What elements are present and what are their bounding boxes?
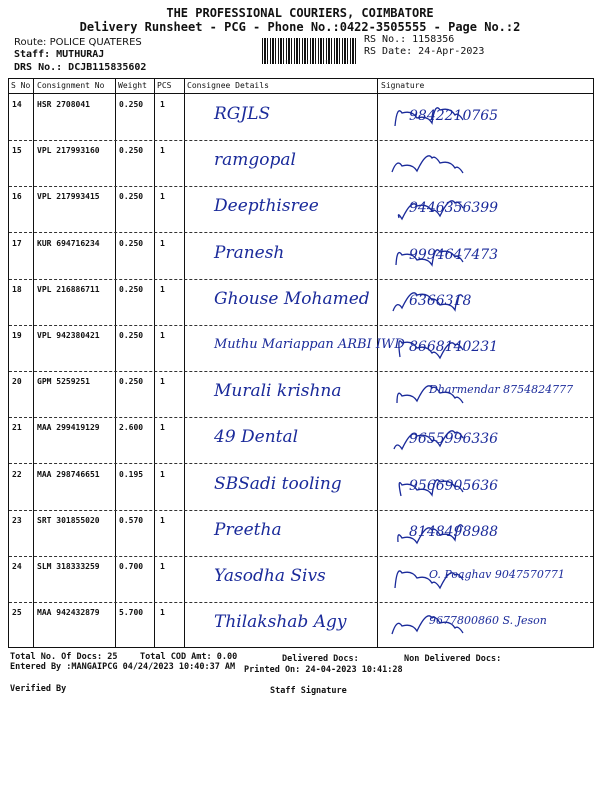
non-delivered-docs: Non Delivered Docs: [404,654,502,664]
staff-signature: Staff Signature [270,686,347,696]
cell-sno: 23 [12,515,22,525]
col-weight: Weight [118,81,147,90]
cell-weight: 0.195 [119,469,144,479]
cell-pcs: 1 [160,608,165,618]
cell-pcs: 1 [160,100,165,109]
handwritten-phone: 9842210765 [409,108,499,124]
handwritten-phone: 9446356399 [409,200,499,217]
cell-consignment-no: VPL 217993160 [37,146,100,156]
handwritten-phone: 9566905636 [409,477,499,494]
handwritten-consignee: Deepthisree [214,196,319,217]
handwritten-consignee: Ghouse Mohamed [214,288,370,309]
drs-number: DRS No.: DCJB115835602 [14,62,147,73]
cell-consignment-no: SRT 301855020 [37,515,100,525]
cell-sno: 19 [12,331,22,340]
cell-weight: 0.250 [119,238,144,248]
table-row [9,417,593,464]
cell-sno: 15 [12,146,22,156]
cell-sno: 21 [12,423,22,433]
cell-consignment-no: VPL 217993415 [37,192,100,202]
total-cod: Total COD Amt: 0.00 [140,652,238,662]
handwritten-phone: 9994647473 [409,246,499,263]
cell-sno: 16 [12,192,22,202]
cell-consignment-no: MAA 298746651 [37,469,100,479]
cell-weight: 0.250 [119,284,144,294]
handwritten-phone: 8148498988 [409,523,499,540]
handwritten-consignee: Pranesh [214,242,285,263]
cell-pcs: 1 [160,377,165,387]
cell-pcs: 1 [160,331,165,340]
col-consignment: Consignment No [37,81,105,90]
handwritten-phone: Dharmendar 8754824777 [429,383,574,397]
cell-consignment-no: VPL 942380421 [37,331,100,340]
runsheet-title: Delivery Runsheet - PCG - Phone No.:0422-3505555 - Page No.:2 [79,20,521,34]
table-row [9,233,593,280]
table-row [9,325,593,372]
handwritten-consignee: SBSadi tooling [214,473,342,494]
cell-consignment-no: MAA 299419129 [37,423,100,433]
cell-sno: 20 [12,377,22,387]
handwritten-consignee: Thilakshab Agy [214,612,347,633]
cell-consignment-no: VPL 216886711 [37,284,100,294]
cell-sno: 24 [12,562,22,571]
table-row [9,602,593,648]
handwritten-phone: 6366318 [409,292,472,309]
printed-on: Printed On: 24-04-2023 10:41:28 [244,665,403,675]
barcode-image [262,38,356,64]
table-row [9,464,593,511]
cell-weight: 0.250 [119,377,144,387]
cell-weight: 0.570 [119,515,144,525]
cell-consignment-no: SLM 318333259 [37,562,100,571]
cell-pcs: 1 [160,192,165,202]
handwritten-phone: 9677800860 S. Jeson [429,614,547,628]
cell-weight: 0.250 [119,100,144,109]
handwritten-phone: O. Poaghav 9047570771 [429,568,565,581]
route-label: Route: POLICE QUATERES [14,37,142,48]
table-row [9,510,593,557]
table-row [9,279,593,326]
cell-weight: 0.700 [119,562,144,571]
handwritten-consignee: Preetha [214,519,282,540]
rs-date: RS Date: 24-Apr-2023 [364,46,485,57]
handwritten-phone: 8668140231 [409,339,499,355]
cell-pcs: 1 [160,284,165,294]
cell-consignment-no: MAA 942432879 [37,608,100,618]
cell-pcs: 1 [160,562,165,571]
table-row [9,556,593,603]
cell-weight: 5.700 [119,608,144,618]
table-row [9,94,593,141]
cell-sno: 18 [12,284,22,294]
rs-number: RS No.: 1158356 [364,34,455,45]
cell-pcs: 1 [160,469,165,479]
cell-pcs: 1 [160,146,165,156]
col-sno: S No [11,81,31,90]
handwritten-consignee: RGJLS [214,104,271,124]
cell-weight: 2.600 [119,423,144,433]
cell-sno: 17 [12,238,22,248]
entered-by: Entered By :MANGAIPCG 04/24/2023 10:40:37 AM [10,662,236,672]
col-pcs: PCS [157,81,172,90]
cell-sno: 22 [12,469,22,479]
table-row [9,186,593,233]
handwritten-consignee: Yasodha Sivs [214,566,326,586]
total-docs: Total No. Of Docs: 25 [10,652,118,662]
handwritten-consignee: 49 Dental [214,427,299,448]
cell-consignment-no: GPM 5259251 [37,377,90,387]
col-signature: Signature [381,81,425,90]
handwritten-consignee: Murali krishna [214,381,342,402]
handwritten-consignee: ramgopal [214,150,296,171]
table-header [9,79,593,94]
delivered-docs: Delivered Docs: [282,654,359,664]
cell-pcs: 1 [160,423,165,433]
company-title: THE PROFESSIONAL COURIERS, COIMBATORE [166,6,434,20]
cell-weight: 0.250 [119,192,144,202]
signature-scribble [387,148,587,182]
cell-consignment-no: HSR 2708041 [37,100,90,109]
table-row [9,371,593,418]
cell-weight: 0.250 [119,331,144,340]
handwritten-phone: 9655996336 [409,431,499,448]
table-row [9,140,593,187]
cell-sno: 25 [12,608,22,618]
staff-label: Staff: MUTHURAJ [14,49,105,60]
runsheet-table [8,78,594,648]
cell-sno: 14 [12,100,22,109]
handwritten-consignee: Muthu Mariappan ARBI IWD [214,337,405,352]
cell-weight: 0.250 [119,146,144,156]
cell-pcs: 1 [160,515,165,525]
cell-consignment-no: KUR 694716234 [37,238,100,248]
col-consignee: Consignee Details [187,81,269,90]
verified-by: Verified By [10,684,67,694]
cell-pcs: 1 [160,238,165,248]
